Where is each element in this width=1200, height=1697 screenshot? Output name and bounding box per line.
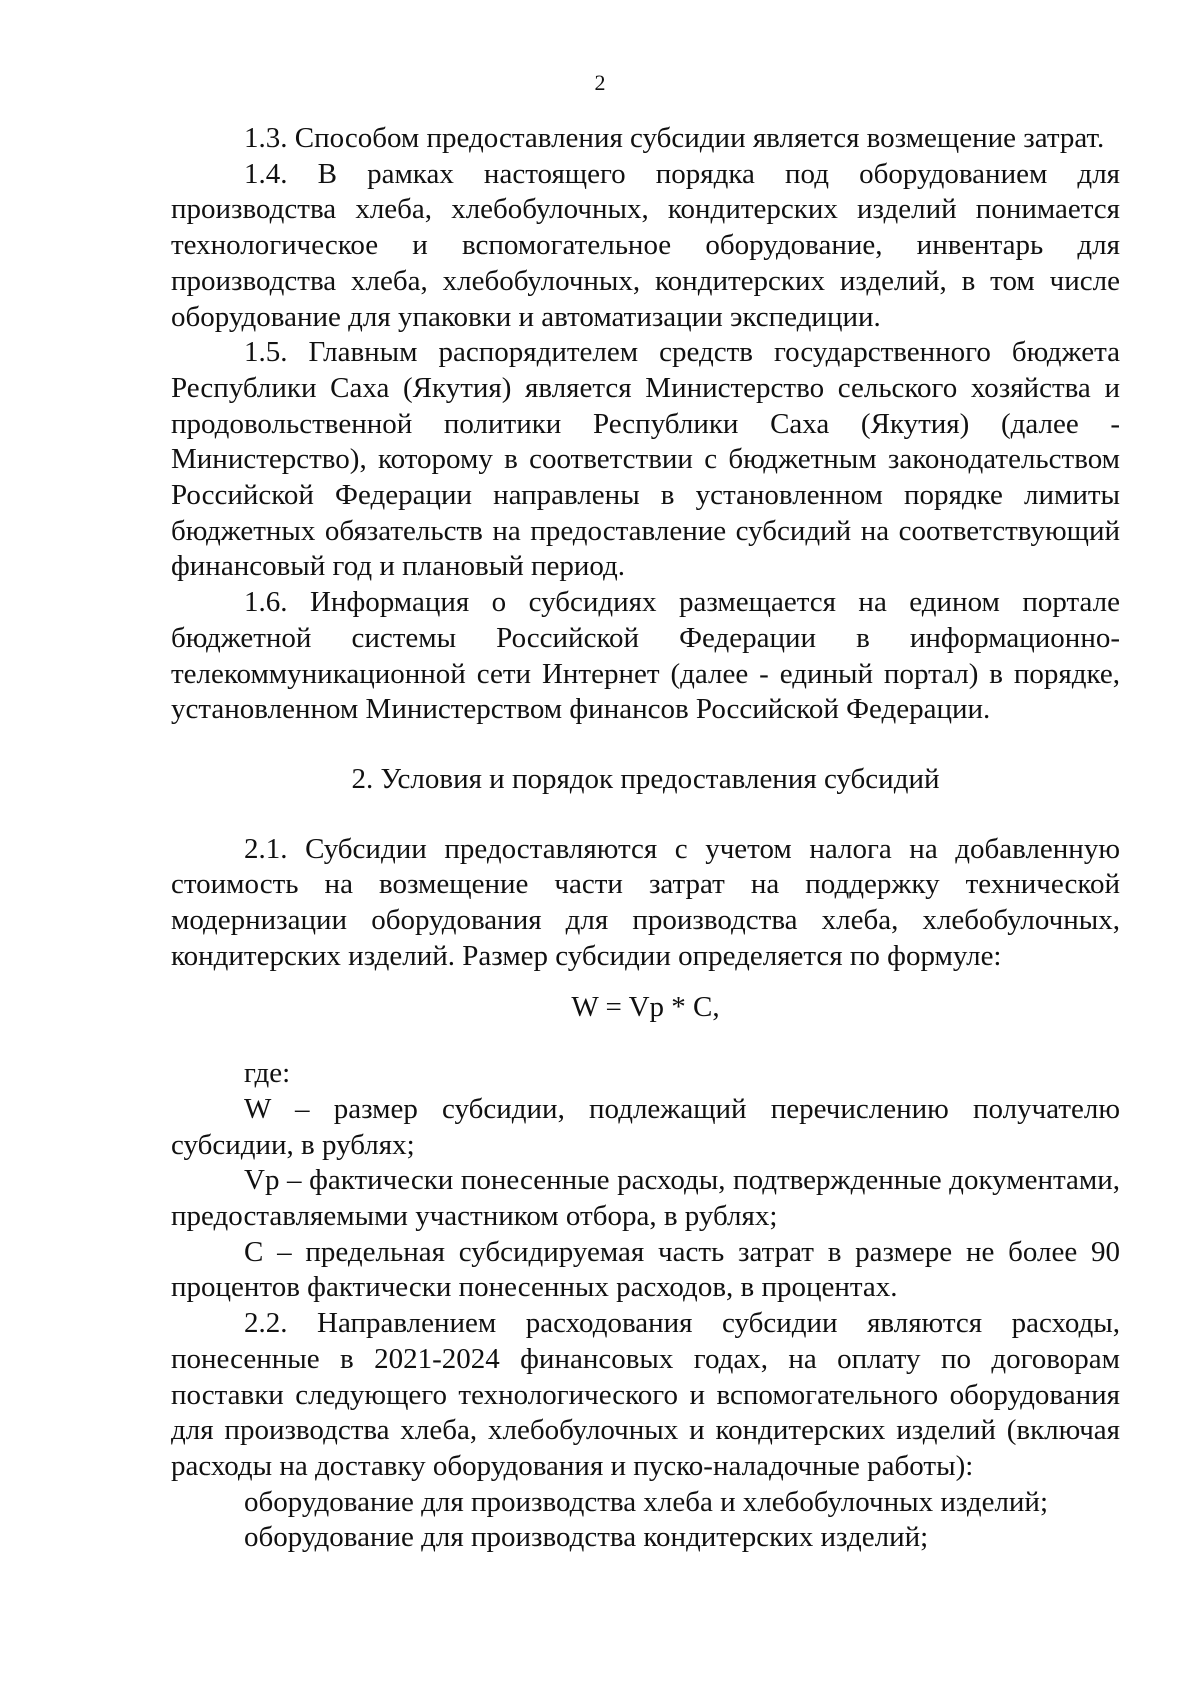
paragraph-1-4: 1.4. В рамках настоящего порядка под оборудованием для производства хлеба, хлебобулочных, кондитерских изделий понимается технологическое и вспомогательное оборудование, инвентарь для производства хлеба, хлебобулочных, кондитерских изделий, в том числе оборудование для упаковки и автоматизации экспедиции. [171, 157, 1120, 333]
definition-w: W – размер субсидии, подлежащий перечислению получателю субсидии, в рублях; [171, 1092, 1120, 1161]
paragraph-1-3: 1.3. Способом предоставления субсидии является возмещение затрат. [244, 122, 1105, 154]
equipment-item-confectionery: оборудование для производства кондитерских изделий; [244, 1521, 929, 1554]
definition-c: С – предельная субсидируемая часть затрат в размере не более 90 процентов фактически понесенных расходов, в процентах. [171, 1235, 1120, 1304]
formula-where-label: где: [244, 1057, 291, 1090]
paragraph-1-5: 1.5. Главным распорядителем средств государственного бюджета Республики Саха (Якутия) является Министерство сельского хозяйства и продовольственной политики Республики Саха (Якутия) (далее - Министерство), которому в соответствии с бюджетным законодательством Российской Федерации направлены в установленном порядке лимиты бюджетных обязательств на предоставление субсидий на соответствующий финансовый год и плановый период. [171, 336, 1120, 583]
section-2-heading: 2. Условия и порядок предоставления субсидий [351, 762, 940, 795]
definition-vp: Vp – фактически понесенные расходы, подтвержденные документами, предоставляемыми участником отбора, в рублях; [171, 1164, 1120, 1232]
paragraph-2-2: 2.2. Направлением расходования субсидии являются расходы, понесенные в 2021-2024 финансовых годах, на оплату по договорам поставки следующего технологического и вспомогательного оборудования для производства хлеба, хлебобулочных и кондитерских изделий (включая расходы на доставку оборудования и пуско-наладочные работы): [171, 1307, 1120, 1482]
subsidy-formula: W = Vp * C, [571, 991, 720, 1024]
equipment-item-bread: оборудование для производства хлеба и хлебобулочных изделий; [244, 1485, 1049, 1518]
page-number: 2 [594, 70, 606, 95]
paragraph-1-6: 1.6. Информация о субсидиях размещается на едином портале бюджетной системы Российской Федерации в информационно-телекоммуникационной сети Интернет (далее - единый портал) в порядке, установленном Министерством финансов Российской Федерации. [171, 586, 1120, 726]
paragraph-2-1: 2.1. Субсидии предоставляются с учетом налога на добавленную стоимость на возмещение части затрат на поддержку технической модернизации оборудования для производства хлеба, хлебобулочных, кондитерских изделий. Размер субсидии определяется по формуле: [171, 832, 1120, 972]
document-body [171, 121, 1120, 1556]
